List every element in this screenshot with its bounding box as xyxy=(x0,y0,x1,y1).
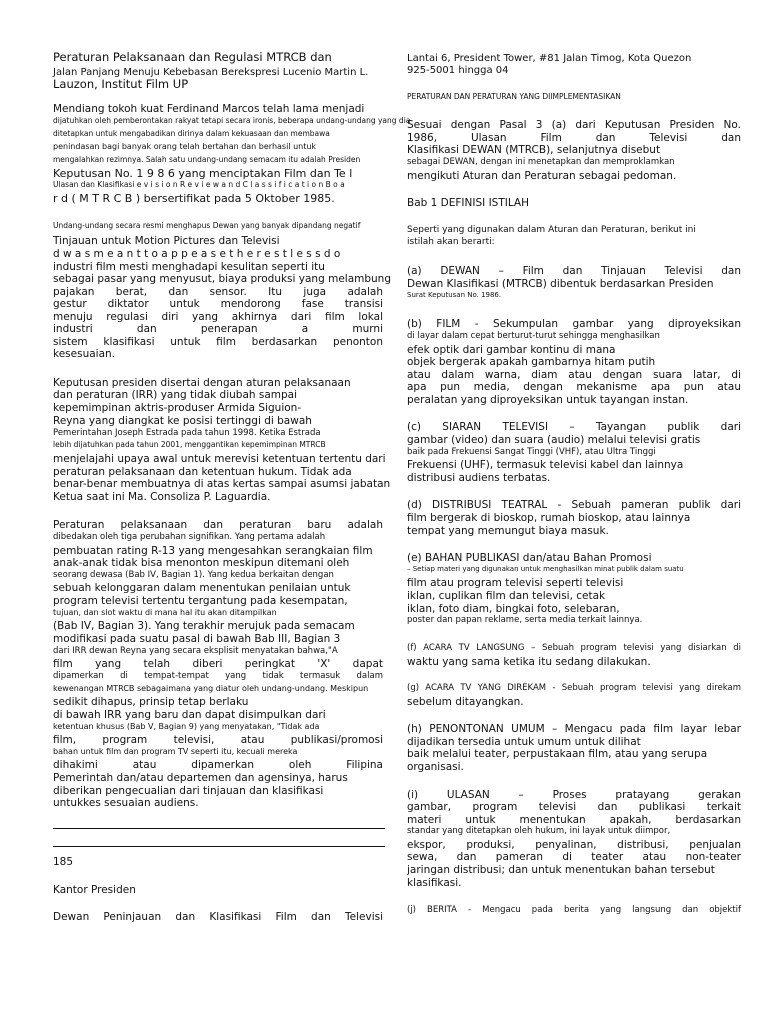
text-line: d w a s m e a n t t o a p p e a s e t h e r e s t l e s s d o xyxy=(53,248,341,260)
text-line: (j) BERITA - Mengacu pada berita yang langsung dan objektif xyxy=(407,905,741,915)
text-line: (g) ACARA TV YANG DIREKAM - Sebuah program televisi yang direkam xyxy=(407,683,741,693)
text-line: peraturan pelaksanaan dan ketentuan hukum. Tidak ada xyxy=(53,466,352,478)
text-line: penindasan bagi banyak orang telah bertahan dan berhasil untuk xyxy=(53,142,317,151)
text-line: 925-5001 hingga 04 xyxy=(407,65,509,76)
text-line: bahan untuk film dan program TV seperti itu, kecuali mereka xyxy=(53,747,298,756)
text-line: (a) DEWAN – Film dan Tinjauan Televisi dan xyxy=(407,265,741,277)
text-line: sebelum ditayangkan. xyxy=(407,696,524,708)
text-line: lebih dijatuhkan pada tahun 2001, menggantikan kepemimpinan MTRCB xyxy=(53,440,326,449)
text-line: untukkes sesuaian audiens. xyxy=(53,797,199,809)
text-line: mengikuti Aturan dan Peraturan sebagai pedoman. xyxy=(407,170,677,182)
text-line: menuju regulasi diri yang akhirnya dari film lokal xyxy=(53,311,383,323)
text-line: kepemimpinan aktris-produser Armida Siguion- xyxy=(53,402,302,414)
text-line: Frekuensi (UHF), termasuk televisi kabel dan lainnya xyxy=(407,459,684,471)
text-line: organisasi. xyxy=(407,761,464,773)
text-line: sebagai pasar yang menyusut, biaya produksi yang melambung xyxy=(53,273,391,285)
text-line: dijatuhkan oleh pemberontakan rakyat tetapi secara ironis, beberapa undang-undang yang dia xyxy=(53,116,411,125)
text-line: benar-benar membuatnya di atas kertas sampai asumsi jabatan xyxy=(53,478,391,490)
text-line: Keputusan presiden disertai dengan aturan pelaksanaan xyxy=(53,377,351,389)
text-line: Ketua saat ini Ma. Consoliza P. Laguardia. xyxy=(53,491,271,503)
text-line: baik pada Frekuensi Sangat Tinggi (VHF), atau Ultra Tinggi xyxy=(407,447,656,457)
text-line: pembuatan rating R-13 yang mengesahkan serangkaian film xyxy=(53,545,373,557)
footnote-divider xyxy=(53,828,385,829)
text-line: Ulasan dan Klasifikasi e v i s i o n R e v i e w a n d C l a s s i f i c a t i o n B o a xyxy=(53,180,345,189)
text-line: objek bergerak apakah gambarnya hitam putih xyxy=(407,356,656,368)
text-line: apa pun media, dengan mekanisme apa pun atau xyxy=(407,381,741,393)
text-line: Undang-undang secara resmi menghapus Dewan yang banyak dipandang negatif xyxy=(53,221,361,230)
text-line: iklan, cuplikan film dan televisi, cetak xyxy=(407,590,606,602)
text-line: standar yang ditetapkan oleh hukum, ini layak untuk diimpor, xyxy=(407,826,671,836)
text-line: sewa, dan pameran di teater atau non-teater xyxy=(407,851,741,863)
text-line: modifikasi pada suatu pasal di bawah Bab III, Bagian 3 xyxy=(53,633,341,645)
text-line: waktu yang sama ketika itu sedang dilakukan. xyxy=(407,656,651,668)
text-line: program televisi tertentu tergantung pada kesempatan, xyxy=(53,595,348,607)
text-line: Klasifikasi DEWAN (MTRCB), selanjutnya disebut xyxy=(407,144,661,156)
text-line: ketentuan khusus (Bab V, Bagian 9) yang menyatakan, "Tidak ada xyxy=(53,722,320,731)
text-line: mengalahkan rezimnya. Salah satu undang-undang semacam itu adalah Presiden xyxy=(53,155,361,164)
text-line: r d ( M T R C B ) bersertifikat pada 5 Oktober 1985. xyxy=(53,192,335,205)
text-line: (Bab IV, Bagian 3). Yang terakhir merujuk pada semacam xyxy=(53,620,355,632)
text-line: kewenangan MTRCB sebagaimana yang diatur oleh undang-undang. Meskipun xyxy=(53,684,369,693)
text-line: Peraturan pelaksanaan dan peraturan baru adalah xyxy=(53,519,383,531)
text-line: pajakan berat, dan sensor. Itu juga adalah xyxy=(53,286,383,298)
text-line: dipamerkan di tempat-tempat yang tidak termasuk dalam xyxy=(53,671,383,681)
text-line: menjelajahi upaya awal untuk merevisi ketentuan tertentu dari xyxy=(53,453,386,465)
text-line: gambar (video) dan suara (audio) melalui televisi gratis xyxy=(407,434,701,446)
text-line: sebuah kelonggaran dalam menentukan penilaian untuk xyxy=(53,582,351,594)
text-line: industri film mesti menghadapi kesulitan seperti itu xyxy=(53,261,325,273)
text-line: (d) DISTRIBUSI TEATRAL - Sebuah pameran publik dari xyxy=(407,499,741,511)
text-line: (f) ACARA TV LANGSUNG – Sebuah program televisi yang disiarkan di xyxy=(407,643,741,653)
text-line: efek optik dari gambar kontinu di mana xyxy=(407,344,616,356)
text-line: tujuan, dan slot waktu di mana hal itu akan ditampilkan xyxy=(53,608,277,617)
text-line: klasifikasi. xyxy=(407,877,462,889)
text-line: di bawah IRR yang baru dan dapat disimpulkan dari xyxy=(53,709,326,721)
text-line: Dewan Klasifikasi (MTRCB) dibentuk berdasarkan Presiden xyxy=(407,278,714,290)
text-line: dihakimi atau dipamerkan oleh Filipina xyxy=(53,759,383,771)
text-line: materi untuk menentukan apakah, berdasarkan xyxy=(407,814,741,826)
text-line: (i) ULASAN – Proses pratayang gerakan xyxy=(407,789,741,801)
footnote-divider xyxy=(53,846,385,847)
text-line: (b) FILM - Sekumpulan gambar yang diproyeksikan xyxy=(407,318,741,330)
text-line: istilah akan berarti: xyxy=(407,237,495,247)
text-line: sedikit dihapus, prinsip tetap berlaku xyxy=(53,696,249,708)
text-line: Bab 1 DEFINISI ISTILAH xyxy=(407,197,530,209)
text-line: iklan, foto diam, bingkai foto, selebaran, xyxy=(407,603,620,615)
text-line: 185 xyxy=(53,856,74,868)
text-line: anak-anak tidak bisa menonton meskipun ditemani oleh xyxy=(53,557,350,569)
text-line: Surat Keputusan No. 1986. xyxy=(407,291,502,299)
text-line: dari IRR dewan Reyna yang secara eksplisit menyatakan bahwa,"A xyxy=(53,646,338,656)
text-line: Dewan Peninjauan dan Klasifikasi Film dan Televisi xyxy=(53,911,383,923)
text-line: poster dan papan reklame, serta media terkait lainnya. xyxy=(407,615,643,625)
text-line: seorang dewasa (Bab IV, Bagian 1). Yang kedua berkaitan dengan xyxy=(53,570,334,580)
text-line: Pemerintahan Joseph Estrada pada tahun 1998. Ketika Estrada xyxy=(53,428,321,438)
text-line: baik melalui teater, perpustakaan film, atau yang serupa xyxy=(407,748,708,760)
text-line: film yang telah diberi peringkat 'X' dapat xyxy=(53,658,383,670)
text-line: film atau program televisi seperti televisi xyxy=(407,577,624,589)
text-line: diberikan pengecualian dari tinjauan dan klasifikasi xyxy=(53,785,324,797)
text-line: industri dan penerapan a murni xyxy=(53,323,383,335)
text-line: gambar, program televisi dan publikasi terkait xyxy=(407,801,741,813)
text-line: 1986, Ulasan Film dan Televisi dan xyxy=(407,132,741,144)
text-line: Seperti yang digunakan dalam Aturan dan Peraturan, berikut ini xyxy=(407,225,696,235)
text-line: peralatan yang diproyeksikan untuk tayangan instan. xyxy=(407,394,689,406)
text-line: ditetapkan untuk mengabadikan dirinya dalam kekuasaan dan membawa xyxy=(53,129,330,138)
text-line: Reyna yang diangkat ke posisi tertinggi di bawah xyxy=(53,415,312,427)
text-line: film, program televisi, atau publikasi/promosi xyxy=(53,734,383,746)
text-line: kesesuaian. xyxy=(53,348,116,360)
text-line: Sesuai dengan Pasal 3 (a) dari Keputusan Presiden No. xyxy=(407,119,741,131)
text-line: tempat yang memungut biaya masuk. xyxy=(407,525,609,537)
text-line: dijadikan tersedia untuk umum untuk dilihat xyxy=(407,736,641,748)
text-line: ekspor, produksi, penyalinan, distribusi, penjualan xyxy=(407,839,741,851)
text-line: – Setiap materi yang digunakan untuk menghasilkan minat publik dalam suatu xyxy=(407,565,684,573)
text-line: dibedakan oleh tiga perubahan signifikan. Yang pertama adalah xyxy=(53,532,326,542)
text-line: (h) PENONTONAN UMUM – Mengacu pada film layar lebar xyxy=(407,723,741,735)
text-line: dan peraturan (IRR) yang tidak diubah sampai xyxy=(53,389,298,401)
text-line: Jalan Panjang Menuju Kebebasan Berekspresi Lucenio Martin L. xyxy=(53,67,369,78)
text-line: Tinjauan untuk Motion Pictures dan Televisi xyxy=(53,235,280,247)
text-line: Keputusan No. 1 9 8 6 yang menciptakan Film dan Te l xyxy=(53,167,353,180)
text-line: sistem klasifikasi untuk film berdasarkan penonton xyxy=(53,336,383,348)
text-line: atau dalam warna, diam atau dengan suara latar, di xyxy=(407,369,741,381)
text-line: Lantai 6, President Tower, #81 Jalan Timog, Kota Quezon xyxy=(407,53,692,64)
text-line: Pemerintah dan/atau departemen dan agensinya, harus xyxy=(53,772,348,784)
text-line: Kantor Presiden xyxy=(53,884,136,896)
text-line: distribusi audiens terbatas. xyxy=(407,472,551,484)
text-line: PERATURAN DAN PERATURAN YANG DIIMPLEMENTASIKAN xyxy=(407,92,621,101)
text-line: sebagai DEWAN, dengan ini menetapkan dan memproklamkan xyxy=(407,157,675,167)
text-line: di layar dalam cepat berturut-turut sehingga menghasilkan xyxy=(407,331,660,341)
text-line: jaringan distribusi; dan untuk menentukan bahan tersebut xyxy=(407,864,715,876)
text-line: gestur diktator untuk mendorong fase transisi xyxy=(53,298,383,310)
text-line: (e) BAHAN PUBLIKASI dan/atau Bahan Promosi xyxy=(407,552,652,564)
text-line: film bergerak di bioskop, rumah bioskop, atau lainnya xyxy=(407,512,691,524)
text-line: (c) SIARAN TELEVISI – Tayangan publik dari xyxy=(407,421,741,433)
text-line: Lauzon, Institut Film UP xyxy=(53,77,189,91)
text-line: Peraturan Pelaksanaan dan Regulasi MTRCB dan xyxy=(53,50,332,64)
text-line: Mendiang tokoh kuat Ferdinand Marcos telah lama menjadi xyxy=(53,103,365,115)
